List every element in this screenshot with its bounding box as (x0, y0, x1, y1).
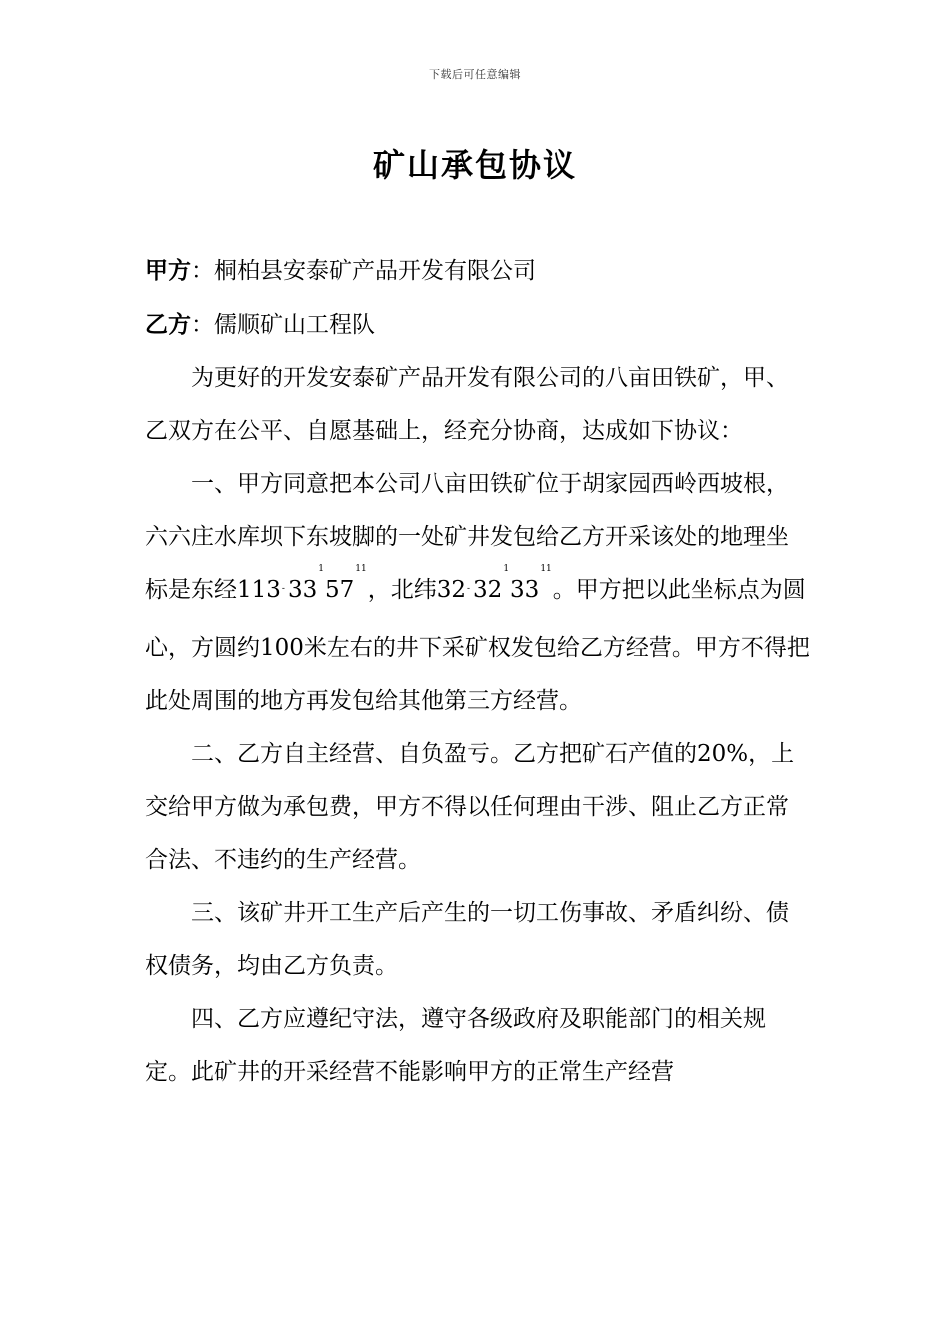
party-b-line (145, 298, 810, 352)
latitude-minutes: 32 (473, 577, 503, 603)
latitude-degrees: 32 (436, 577, 466, 603)
header-note: 下载后可任意编辑 (429, 68, 521, 81)
latitude-degree-mark: - (466, 584, 471, 594)
clause-2-paragraph: 二、乙方自主经营、自负盈亏。乙方把矿石产值的20%，上交给甲方做为承包费，甲方不得以任何理由干涉、阻止乙方正常合法、不违约的生产经营。 (145, 741, 795, 873)
party-a-label: 甲方 (145, 257, 191, 284)
longitude-second-mark: 11 (355, 564, 367, 574)
latitude-second-mark: 11 (540, 564, 552, 574)
party-a-colon: ： (191, 258, 214, 284)
clause-4-paragraph: 四、乙方应遵纪守法，遵守各级政府及职能部门的相关规定。此矿井的开采经营不能影响甲方的正常生产经营 (145, 1006, 766, 1085)
document-body (145, 244, 810, 1099)
clause-1-paragraph (145, 458, 810, 728)
document-title: 矿山承包协议 (372, 146, 577, 184)
longitude-degree-mark: - (281, 584, 285, 594)
party-b-label: 乙方 (145, 311, 191, 338)
clause-3-paragraph: 三、该矿井开工生产后产生的一切工伤事故、矛盾纠纷、债权债务，均由乙方负责。 (145, 900, 789, 979)
longitude-minutes: 33 (287, 577, 318, 603)
clause-1-text-part1: 一、甲方同意把本公司八亩田铁矿位于胡家园西岭西坡根，六六庄水库坝下东坡脚的一处矿井发包给乙方开采该处的地理坐标是东经 (145, 471, 789, 603)
longitude-minute-mark: 1 (318, 564, 324, 574)
party-a-line (145, 244, 810, 298)
party-b-colon: ： (191, 312, 214, 338)
party-a-name: 桐柏县安泰矿产品开发有限公司 (214, 258, 536, 284)
party-b-name: 儒顺矿山工程队 (214, 312, 375, 338)
clause-1-text-part2: ，北纬 (367, 577, 437, 603)
latitude-minute-mark: 1 (503, 564, 510, 574)
intro-paragraph: 为更好的开发安泰矿产品开发有限公司的八亩田铁矿，甲、乙双方在公平、自愿基础上，经充分协商，达成如下协议： (145, 365, 789, 444)
latitude-seconds: 33 (510, 577, 540, 603)
clause-1-text-part3: 。甲方把以此坐标点为圆心，方圆约100米左右的井下采矿权发包给乙方经营。甲方不得把此处周围的地方再发包给其他第三方经营。 (145, 577, 810, 714)
longitude-degrees: 113 (237, 577, 281, 603)
longitude-seconds: 57 (324, 577, 355, 603)
